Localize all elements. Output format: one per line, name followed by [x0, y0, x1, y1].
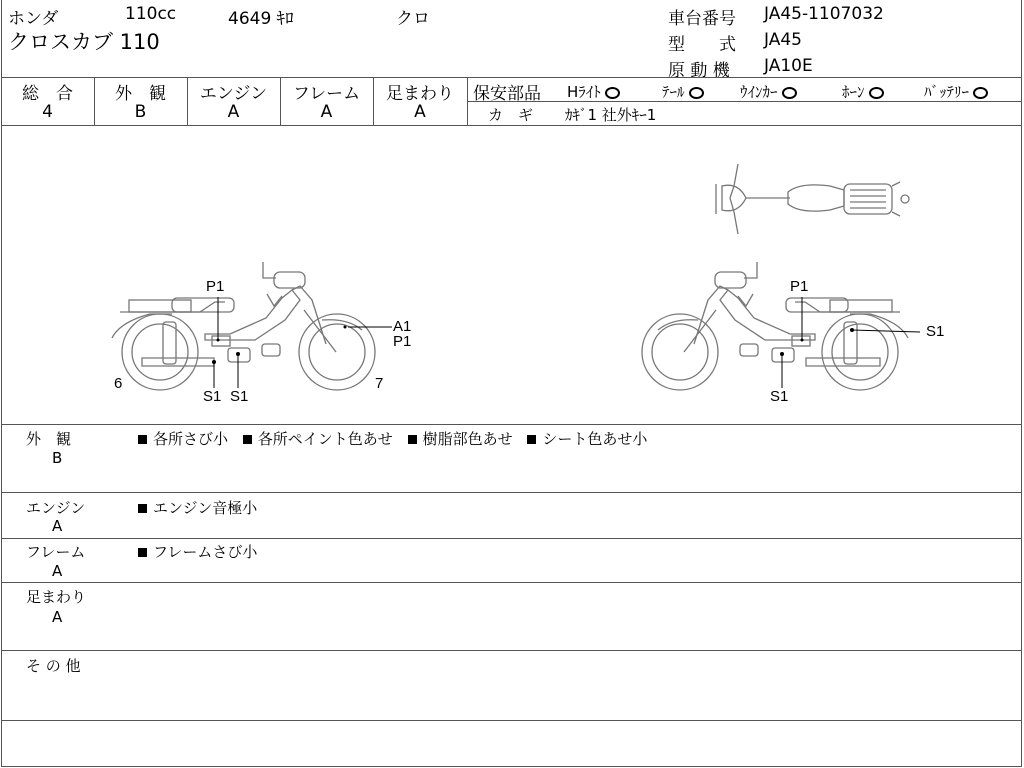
motorcycle-top-view [716, 164, 909, 234]
remark-note: 各所さび小 [153, 430, 229, 448]
safety-battery [924, 81, 988, 102]
safety-item-label: ﾊﾞｯﾃﾘｰ [924, 83, 970, 101]
safety-item-label: ｳｲﾝｶｰ [740, 83, 778, 101]
remark-label: そ の 他 [26, 657, 81, 675]
grade-label: 足まわり [386, 84, 454, 104]
grade-value: B [134, 102, 147, 122]
safety-item-label: ﾎｰﾝ [842, 83, 865, 101]
grade-label: 外 観 [115, 84, 166, 104]
type-value: JA45 [764, 30, 802, 50]
safety-item-label: Hﾗｲﾄ [567, 83, 601, 101]
motorcycle-left-view [112, 262, 375, 390]
damage-label: 7 [375, 375, 384, 392]
ok-circle-icon [689, 87, 704, 99]
remark-note: エンジン音極小 [153, 499, 258, 517]
remark-grade: A [52, 517, 63, 535]
bullet-square-icon [408, 435, 417, 444]
grade-value: A [227, 102, 240, 122]
remark-notes [138, 541, 257, 562]
mileage: 4649 ｷﾛ [228, 9, 294, 29]
remark-label: エンジン [26, 499, 86, 517]
safety-winker [740, 81, 797, 102]
ok-circle-icon [869, 87, 884, 99]
damage-diagram [0, 126, 1022, 424]
remark-note: フレームさび小 [153, 543, 258, 561]
safety-horn [842, 81, 884, 102]
maker: ホンダ [8, 9, 59, 29]
safety-label: 保安部品 [473, 84, 541, 104]
safety-item-label: ﾃｰﾙ [662, 83, 685, 101]
remark-grade: A [52, 608, 63, 626]
safety-taillight [662, 81, 704, 102]
damage-label: 6 [114, 375, 123, 392]
ok-circle-icon [605, 87, 620, 99]
remark-notes [138, 497, 257, 518]
grade-value: A [320, 102, 333, 122]
key-label: カ ギ [488, 106, 534, 124]
key-value: ｶｷﾞ1 社外ｷｰ1 [565, 106, 657, 124]
damage-label: A1 [393, 318, 412, 335]
remark-notes [138, 428, 647, 449]
remark-label: 外 観 [26, 430, 72, 448]
remark-label: フレーム [26, 543, 86, 561]
grade-value: A [414, 102, 426, 122]
chassis-label: 車台番号 [668, 9, 736, 29]
type-label: 型 式 [668, 35, 736, 55]
bullet-square-icon [243, 435, 252, 444]
grade-label: 総 合 [22, 84, 73, 104]
damage-label: S1 [230, 388, 249, 405]
grade-label: フレーム [292, 84, 361, 104]
remark-grade: A [52, 562, 63, 580]
damage-label: S1 [203, 388, 222, 405]
safety-headlight [567, 81, 620, 102]
color: クロ [396, 9, 430, 29]
damage-label: P1 [206, 278, 225, 295]
remark-grade: B [52, 449, 63, 467]
bullet-square-icon [138, 435, 147, 444]
remark-note: 樹脂部色あせ [422, 430, 513, 448]
model-name: クロスカブ 110 [8, 30, 160, 54]
displacement: 110cc [125, 4, 177, 24]
grade-value: 4 [42, 102, 53, 122]
bullet-square-icon [527, 435, 536, 444]
bullet-square-icon [138, 548, 147, 557]
motorcycle-right-view [642, 262, 908, 390]
damage-label: P1 [393, 333, 412, 350]
engine-value: JA10E [764, 56, 813, 76]
chassis-value: JA45-1107032 [764, 4, 884, 24]
remark-note: シート色あせ小 [542, 430, 648, 448]
grade-label: エンジン [199, 84, 268, 104]
damage-label: S1 [926, 323, 945, 340]
damage-label: S1 [770, 388, 789, 405]
damage-label: P1 [790, 278, 809, 295]
remark-note: 各所ペイント色あせ [257, 430, 393, 448]
remark-label: 足まわり [26, 588, 87, 606]
engine-label: 原 動 機 [668, 61, 730, 81]
ok-circle-icon [782, 87, 797, 99]
bullet-square-icon [138, 504, 147, 513]
ok-circle-icon [973, 87, 988, 99]
